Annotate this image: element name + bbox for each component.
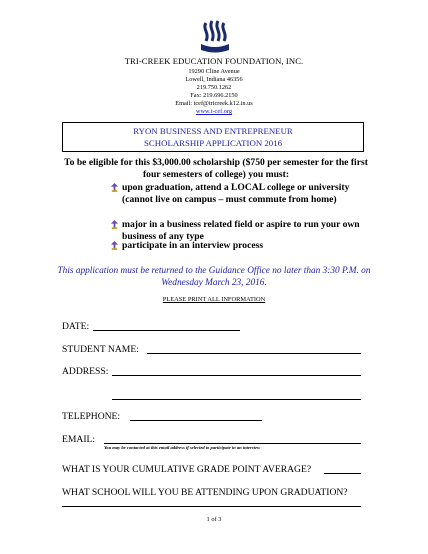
deadline-notice: This application must be returned to the Guidance Office no later than 3:30 P.M. on Wednesday March 23, 2016. [57,266,371,288]
title-line-1: RYON BUSINESS AND ENTREPRENEUR [133,126,293,136]
arrow-bullet-icon [110,220,119,229]
address-label: ADDRESS: [62,366,109,377]
email-label: EMAIL: [62,434,96,445]
print-instruction: PLEASE PRINT ALL INFORMATION [162,296,266,303]
address-input-line-2[interactable] [112,399,361,400]
bullet-text: participate in an interview process [122,240,264,251]
eligibility-bullet [110,182,372,219]
bullet-text: upon graduation, attend a LOCAL college or university (cannot live on campus – must commute from home) [122,182,350,206]
email-input-line[interactable] [104,443,361,444]
email-address: Email: tcef@tricreek.k12.in.us [175,100,253,107]
org-name: TRI-CREEK EDUCATION FOUNDATION, INC. [124,56,304,66]
eligibility-intro: To be eligible for this $3,000.00 scholarship ($750 per semester for the first four semesters of college) you must: [64,157,368,181]
student-name-input-line[interactable] [147,353,361,354]
telephone-input-line[interactable] [130,420,262,421]
school-input-line[interactable] [62,506,361,507]
telephone-label: TELEPHONE: [62,411,121,422]
arrow-bullet-icon [110,241,119,250]
website-link[interactable]: www.t-cef.org [195,108,233,115]
address-line-1: 19290 Cline Avenue [188,68,240,75]
title-line-2: SCHOLARSHIP APPLICATION 2016 [143,137,282,148]
fax-number: Fax: 219.696.2150 [190,92,238,99]
gpa-question: WHAT IS YOUR CUMULATIVE GRADE POINT AVERAGE? [62,464,312,475]
student-name-label: STUDENT NAME: [62,344,139,355]
email-note: You may be contacted at this email address if selected to participate in an interview [104,445,261,450]
date-label: DATE: [62,321,90,332]
bullet-text: major in a business related field or aspire to run your own business of any type [122,219,360,243]
date-input-line[interactable] [93,330,240,331]
website-line [0,108,428,116]
phone-number: 219.750.1262 [196,84,232,91]
eligibility-bullet [110,240,372,253]
foundation-logo-icon [199,20,231,56]
gpa-input-line[interactable] [324,473,361,474]
address-line-2: Lowell, Indiana 46356 [185,76,243,83]
arrow-bullet-icon [110,183,119,192]
address-input-line[interactable] [112,375,361,376]
page-number: 1 of 3 [206,516,222,523]
scholarship-title-box [62,122,364,152]
school-question: WHAT SCHOOL WILL YOU BE ATTENDING UPON GRADUATION? [62,487,348,498]
